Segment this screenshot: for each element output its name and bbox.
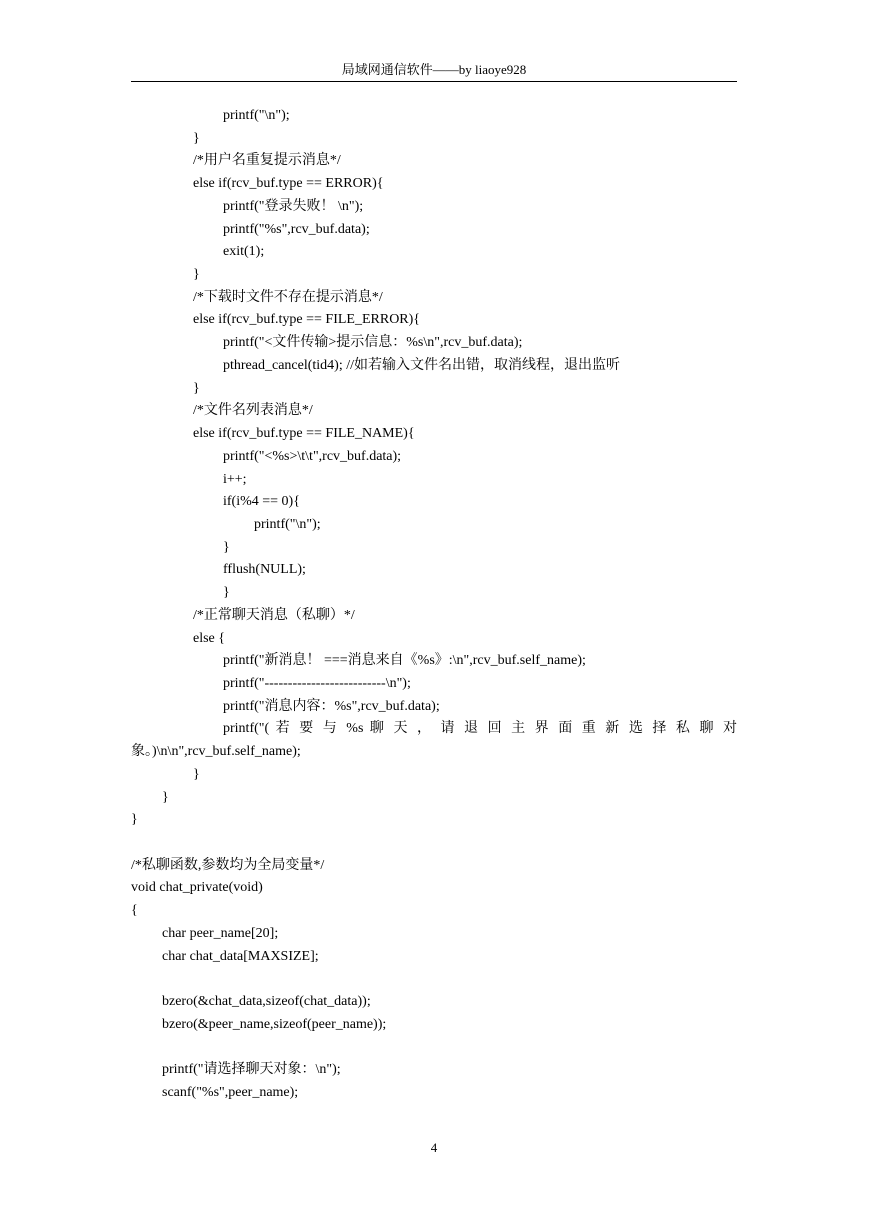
- code-line: printf("--------------------------\n");: [223, 675, 411, 691]
- code-line: printf("%s",rcv_buf.data);: [223, 221, 370, 237]
- code-line: scanf("%s",peer_name);: [162, 1084, 299, 1100]
- code-line: i++;: [223, 471, 247, 487]
- code-line: printf("请选择聊天对象：\n");: [162, 1062, 341, 1078]
- code-line: char peer_name[20];: [162, 925, 279, 941]
- code-line: 象。)\n\n",rcv_buf.self_name);: [131, 744, 301, 760]
- code-line: fflush(NULL);: [223, 562, 306, 578]
- code-line: else if(rcv_buf.type == ERROR){: [193, 176, 384, 192]
- code-line: [131, 1036, 737, 1059]
- code-line: else if(rcv_buf.type == FILE_ERROR){: [193, 312, 421, 328]
- code-line: bzero(&peer_name,sizeof(peer_name));: [162, 1016, 387, 1032]
- code-line: /*用户名重复提示消息*/: [193, 153, 341, 169]
- code-line: printf("新消息！ ===消息来自《%s》:\n",rcv_buf.self_name);: [223, 653, 586, 669]
- code-line: if(i%4 == 0){: [223, 494, 300, 510]
- code-line: [131, 832, 737, 855]
- code-line: pthread_cancel(tid4); //如若输入文件名出错，取消线程，退出监听: [223, 357, 620, 373]
- header-rule: [131, 81, 737, 82]
- code-line: }: [162, 789, 169, 805]
- code-line: }: [193, 130, 200, 146]
- code-line: printf("登录失败！ \n");: [223, 198, 364, 214]
- page-number: 4: [430, 1140, 438, 1155]
- page-header: 局域网通信软件——by liaoye928: [341, 62, 527, 77]
- code-line: printf("<文件传输>提示信息：%s\n",rcv_buf.data);: [223, 335, 523, 351]
- code-line: printf("消息内容：%s",rcv_buf.data);: [223, 698, 440, 714]
- code-line: }: [193, 267, 200, 283]
- code-line: bzero(&chat_data,sizeof(chat_data));: [162, 994, 371, 1010]
- code-line: printf("( 若 要 与 %s 聊 天 ， 请 退 回 主 界 面 重 新 选 择 私 聊 对: [223, 721, 737, 737]
- code-line: /*正常聊天消息（私聊）*/: [193, 607, 355, 623]
- code-line: printf("\n");: [254, 516, 321, 532]
- code-line: exit(1);: [223, 244, 265, 260]
- code-line: }: [193, 766, 200, 782]
- code-line: printf("\n");: [223, 108, 290, 123]
- code-line: /*私聊函数,参数均为全局变量*/: [131, 857, 325, 873]
- code-line: /*文件名列表消息*/: [193, 403, 313, 419]
- code-block: [131, 105, 737, 1105]
- code-line: [131, 968, 737, 991]
- code-line: }: [131, 812, 138, 828]
- code-line: /*下载时文件不存在提示消息*/: [193, 289, 383, 305]
- code-line: else if(rcv_buf.type == FILE_NAME){: [193, 426, 415, 442]
- code-line: void chat_private(void): [131, 880, 263, 896]
- code-line: else {: [193, 630, 225, 646]
- code-line: }: [223, 539, 230, 555]
- code-line: }: [223, 585, 230, 601]
- code-line: printf("<%s>\t\t",rcv_buf.data);: [223, 448, 402, 464]
- code-line: {: [131, 903, 138, 919]
- code-line: }: [193, 380, 200, 396]
- code-line: char chat_data[MAXSIZE];: [162, 948, 319, 964]
